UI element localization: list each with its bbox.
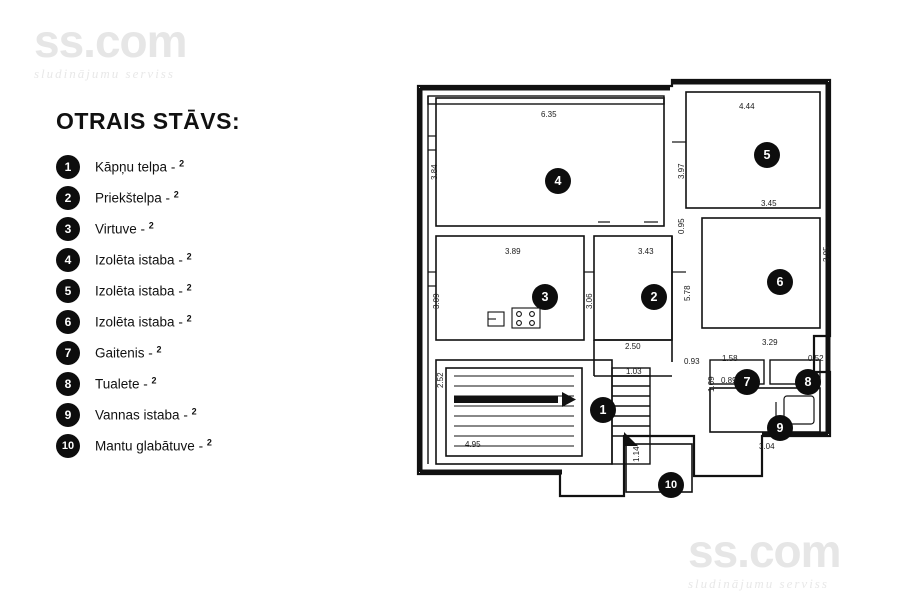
legend-item-label xyxy=(95,406,197,423)
separator: - xyxy=(179,407,192,423)
legend-item xyxy=(56,275,376,306)
dimension-label: 2.52 xyxy=(436,372,445,388)
dimension-label: 1.03 xyxy=(626,367,642,376)
room-area xyxy=(187,253,192,268)
legend-item xyxy=(56,213,376,244)
legend-badge: 10 xyxy=(56,434,80,458)
area-unit-exponent: 2 xyxy=(151,375,157,386)
watermark-tagline: sludinājumu serviss xyxy=(688,576,829,591)
legend-item xyxy=(56,151,376,182)
dimension-label: 3.97 xyxy=(677,163,686,179)
dimension-label: 3.89 xyxy=(505,247,521,256)
separator: - xyxy=(161,190,174,206)
area-unit-exponent: 2 xyxy=(186,251,192,262)
room-area xyxy=(207,439,212,454)
room-area xyxy=(174,191,179,206)
legend-item-label xyxy=(95,375,157,392)
legend-badge: 6 xyxy=(56,310,80,334)
area-unit-exponent: 2 xyxy=(186,313,192,324)
dimension-label: 0.93 xyxy=(684,357,700,366)
dimension-label: 0.95 xyxy=(677,218,686,234)
legend-badge: 2 xyxy=(56,186,80,210)
dimension-label: 3.43 xyxy=(638,247,654,256)
legend-item-label xyxy=(95,313,192,330)
dimension-label: 3.04 xyxy=(759,442,775,451)
room-area xyxy=(157,346,162,361)
separator: - xyxy=(136,221,149,237)
dimension-label: 3.95 xyxy=(822,246,831,262)
room-area xyxy=(192,408,197,423)
legend-item-label xyxy=(95,158,184,175)
room-area xyxy=(152,377,157,392)
room-name: Gaitenis xyxy=(95,345,145,361)
legend-item xyxy=(56,306,376,337)
legend-item xyxy=(56,182,376,213)
dimension-label: 3.06 xyxy=(585,293,594,309)
dimension-label: 1.69 xyxy=(707,376,716,392)
dimension-label: 1.14 xyxy=(632,446,641,462)
legend-badge: 5 xyxy=(56,279,80,303)
separator: - xyxy=(174,314,187,330)
room-area xyxy=(179,160,184,175)
dimension-label: 4.95 xyxy=(465,440,481,449)
room-name: Mantu glabātuve xyxy=(95,438,195,454)
dimension-label: 0.52 xyxy=(808,354,824,363)
plan-room-badge: 1 xyxy=(590,397,616,423)
legend-item xyxy=(56,399,376,430)
legend-item xyxy=(56,368,376,399)
legend-badge: 1 xyxy=(56,155,80,179)
legend-item xyxy=(56,430,376,461)
plan-room-badge: 8 xyxy=(795,369,821,395)
plan-room-badge: 6 xyxy=(767,269,793,295)
room-name: Izolēta istaba xyxy=(95,252,175,268)
separator: - xyxy=(174,283,187,299)
room-name: Vannas istaba xyxy=(95,407,180,423)
dimension-label: 3.09 xyxy=(432,293,441,309)
page-title: OTRAIS STĀVS: xyxy=(56,108,241,134)
floor-plan xyxy=(410,76,870,516)
legend-badge: 3 xyxy=(56,217,80,241)
dimension-label: 3.84 xyxy=(430,164,439,180)
dimension-label: 4.44 xyxy=(739,102,755,111)
separator: - xyxy=(144,345,157,361)
room-name: Izolēta istaba xyxy=(95,283,175,299)
legend-badge: 7 xyxy=(56,341,80,365)
legend-item-label xyxy=(95,220,154,237)
dimension-label: 2.50 xyxy=(625,342,641,351)
dimension-label: 5.78 xyxy=(683,285,692,301)
room-name: Priekštelpa xyxy=(95,190,162,206)
dimension-label: 1.58 xyxy=(722,354,738,363)
plan-room-badge: 3 xyxy=(532,284,558,310)
plan-room-badge: 9 xyxy=(767,415,793,441)
watermark-tagline: sludinājumu serviss xyxy=(34,66,175,81)
plan-room-badge: 7 xyxy=(734,369,760,395)
dimension-label: 0.89 xyxy=(721,376,737,385)
legend-item-label xyxy=(95,251,192,268)
separator: - xyxy=(174,252,187,268)
room-area xyxy=(187,284,192,299)
legend-badge: 8 xyxy=(56,372,80,396)
separator: - xyxy=(194,438,207,454)
plan-room-badge: 4 xyxy=(545,168,571,194)
legend-item-label xyxy=(95,344,162,361)
legend-item xyxy=(56,244,376,275)
legend-badge: 4 xyxy=(56,248,80,272)
legend-list xyxy=(56,151,376,461)
area-unit-exponent: 2 xyxy=(179,158,185,169)
area-unit-exponent: 2 xyxy=(156,344,162,355)
room-name: Kāpņu telpa xyxy=(95,159,168,175)
area-unit-exponent: 2 xyxy=(148,220,154,231)
area-unit-exponent: 2 xyxy=(191,406,197,417)
watermark-bottom xyxy=(688,525,841,592)
dimension-label: 3.29 xyxy=(762,338,778,347)
separator: - xyxy=(139,376,152,392)
legend-item-label xyxy=(95,282,192,299)
dimension-label: 3.45 xyxy=(761,199,777,208)
room-area xyxy=(187,315,192,330)
area-unit-exponent: 2 xyxy=(173,189,179,200)
dimension-label: 6.35 xyxy=(541,110,557,119)
room-area xyxy=(149,222,154,237)
separator: - xyxy=(167,159,180,175)
area-unit-exponent: 2 xyxy=(206,437,212,448)
legend-item-label xyxy=(95,189,179,206)
legend xyxy=(56,108,376,461)
room-name: Virtuve xyxy=(95,221,137,237)
area-unit-exponent: 2 xyxy=(186,282,192,293)
room-name: Tualete xyxy=(95,376,140,392)
watermark-brand: ss.com xyxy=(688,525,841,577)
legend-badge: 9 xyxy=(56,403,80,427)
plan-room-badge: 2 xyxy=(641,284,667,310)
plan-room-badge: 10 xyxy=(658,472,684,498)
watermark-top xyxy=(34,15,187,82)
plan-room-badge: 5 xyxy=(754,142,780,168)
watermark-brand: ss.com xyxy=(34,15,187,67)
legend-item-label xyxy=(95,437,212,454)
legend-item xyxy=(56,337,376,368)
room-name: Izolēta istaba xyxy=(95,314,175,330)
